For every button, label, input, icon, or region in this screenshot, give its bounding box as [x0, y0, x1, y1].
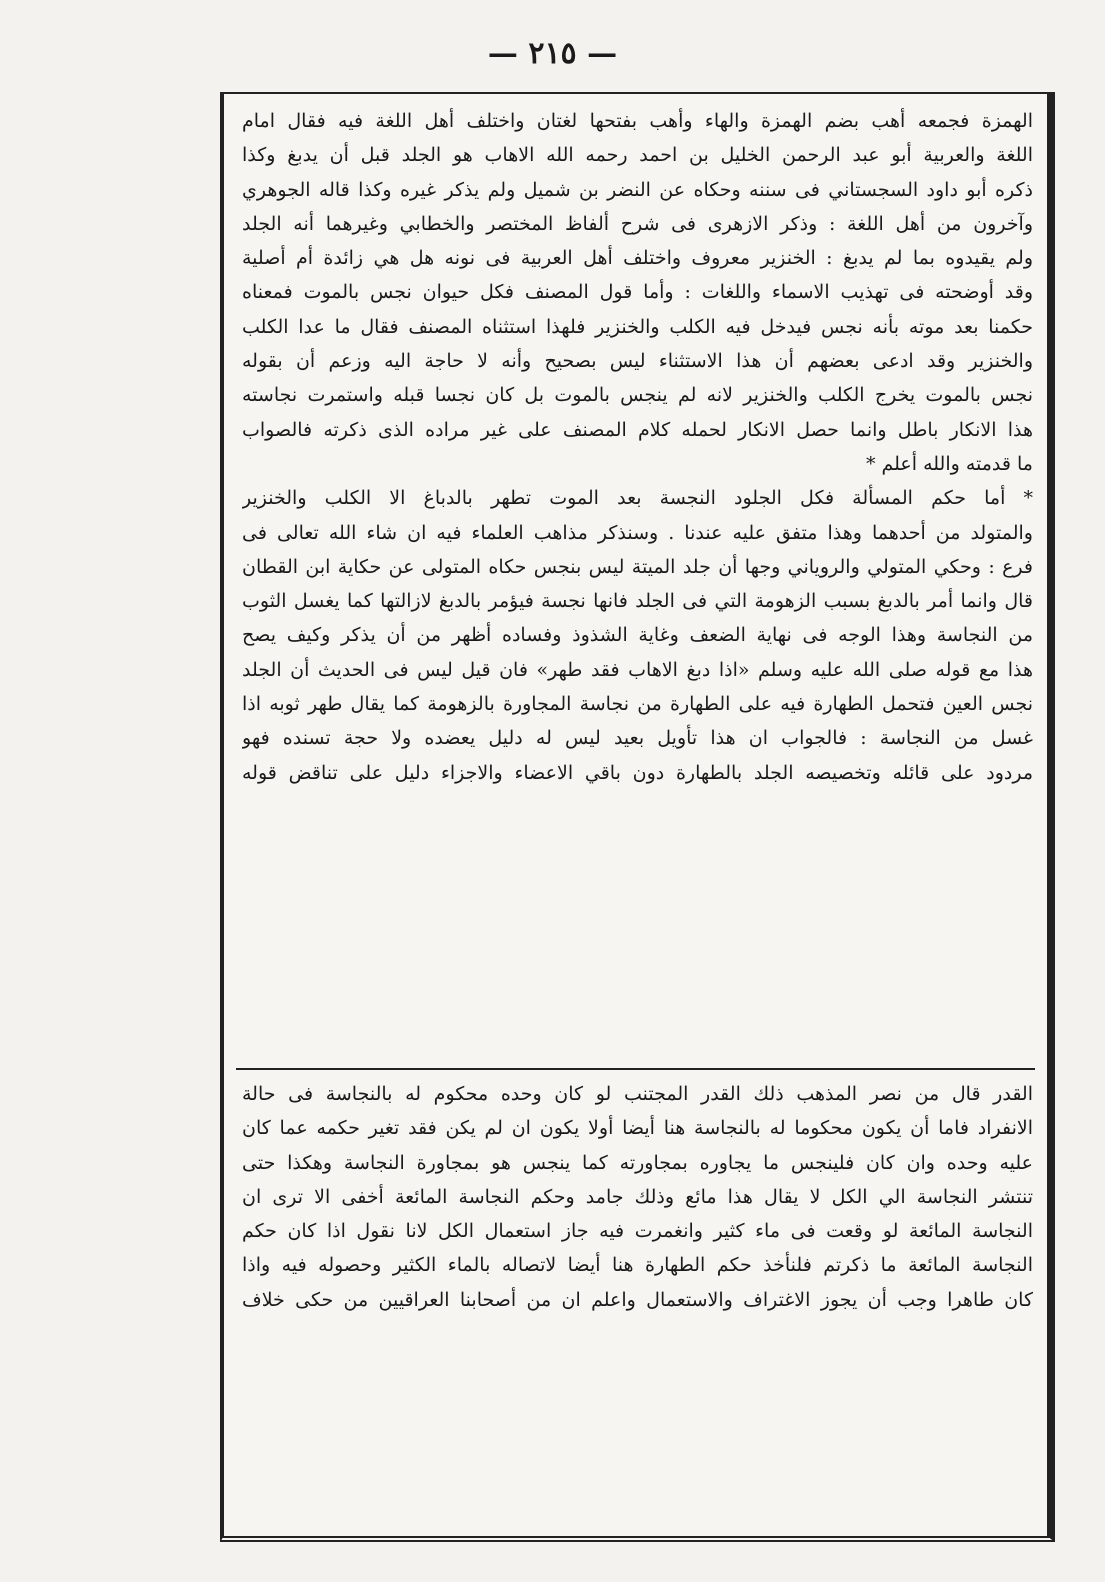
text-line: وآخرون من أهل اللغة : وذكر الازهرى فى شرح ألفاظ المختصر والخطابي وغيرهما أنه الجلد: [242, 212, 1033, 235]
footnote-text: [242, 1077, 1033, 1317]
text-line: هذا مع قوله صلى الله عليه وسلم «اذا دبغ الاهاب فقد طهر» فان قيل ليس فى الحديث أن الجلد: [242, 658, 1033, 681]
text-line: ما قدمته والله أعلم *: [865, 452, 1033, 475]
text-line: قال وانما أمر بالدبغ بسبب الزهومة التي فى الجلد فانها نجسة فيؤمر بالدبغ لازالتها كما يغسل الثوب: [242, 590, 1033, 613]
text-line: كان طاهرا وجب أن يجوز الاغتراف والاستعمال واعلم ان من أصحابنا العراقيين من حكى خلاف: [242, 1288, 1033, 1311]
text-line: ولم يقيدوه بما لم يدبغ : الخنزير معروف واختلف أهل العربية فى نونه هل هي زائدة أم أصلية: [242, 247, 1033, 270]
text-line: وقد أوضحته فى تهذيب الاسماء واللغات : وأما قول المصنف فكل حيوان نجس بالموت فمعناه: [242, 281, 1033, 304]
text-line: النجاسة المائعة ما ذكرتم فلنأخذ حكم الطهارة هنا أيضا لاتصاله بالماء الكثير وحصوله فيه واذا: [242, 1254, 1033, 1277]
text-line: القدر قال من نصر المذهب ذلك القدر المجتنب لو كان وحده محكوم له بالنجاسة فى حالة: [242, 1083, 1033, 1105]
text-line: الهمزة فجمعه أهب بضم الهمزة والهاء وأهب بفتحها لغتان واختلف أهل اللغة فيه فقال امام: [242, 110, 1033, 132]
text-line: غسل من النجاسة : فالجواب ان هذا تأويل بعيد ليس له دليل يعضده ولا حجة تسنده فهو: [242, 727, 1033, 750]
page-number: — ٢١٥ —: [487, 36, 618, 71]
text-line: ذكره أبو داود السجستاني فى سننه وحكاه عن النضر بن شميل ولم يذكر غيره وكذا قاله الجوهري: [242, 178, 1033, 201]
text-line: من النجاسة وهذا الوجه فى نهاية الضعف وغاية الشذوذ وفساده أظهر من أن يذكر وكيف يصح: [242, 624, 1033, 647]
text-line: * أما حكم المسألة فكل الجلود النجسة بعد الموت تطهر بالدباغ الا الكلب والخنزير: [242, 487, 1033, 510]
text-line: هذا الانكار باطل وانما حصل الانكار لحمله كلام المصنف على غير مراده الذى ذكرته فالصواب: [242, 418, 1033, 441]
text-line: والخنزير وقد ادعى بعضهم أن هذا الاستثناء ليس بصحيح وأنه لا حاجة اليه وزعم أن بقوله: [242, 350, 1033, 373]
text-line: والمتولد من أحدهما وهذا متفق عليه عندنا . وسنذكر مذاهب العلماء فيه ان شاء الله تعالى فى: [242, 521, 1033, 544]
text-line: نجس بالموت يخرج الكلب والخنزير لانه لم ينجس بالموت بل كان نجسا قبله واستمرت نجاسته: [242, 384, 1033, 407]
text-line: تنتشر النجاسة الي الكل لا يقال هذا مائع وذلك جامد وحكم النجاسة المائعة أخفى الا ترى ان: [242, 1185, 1033, 1208]
footnote-separator: [236, 1068, 1035, 1070]
page-frame: [220, 92, 1055, 1542]
text-line: عليه وحده وان كان فلينجس ما يجاوره بمجاورته كما ينجس هو بمجاورة النجاسة وهكذا حتى: [242, 1151, 1033, 1174]
text-line: اللغة والعربية أبو عبد الرحمن الخليل بن احمد رحمه الله الاهاب هو الجلد قبل أن يدبغ وكذا: [242, 144, 1033, 167]
text-line: نجس العين فتحمل الطهارة فيه على الطهارة من نجاسة المجاورة بالزهومة كما يقال طهر ثوبه اذا: [242, 693, 1033, 716]
text-line: الانفراد فاما أن يكون محكوما له بالنجاسة هنا أيضا أولا يكون ان لم يكن فقد تغير حكمه عما كان: [242, 1117, 1033, 1140]
text-line: فرع : وحكي المتولي والروياني وجها أن جلد الميتة ليس بنجس حكاه المتولى عن حكاية ابن القطان: [242, 555, 1033, 578]
text-line: مردود على قائله وتخصيصه الجلد بالطهارة دون باقي الاعضاء والاجزاء دليل على تناقض قوله: [242, 761, 1033, 784]
text-line: حكمنا بعد موته بأنه نجس فيدخل فيه الكلب والخنزير فلهذا استثناه المصنف فقال ما عدا الكلب: [242, 315, 1033, 338]
main-text: [242, 104, 1033, 790]
text-line: النجاسة المائعة لو وقعت فى ماء كثير وانغمرت فيه جاز استعمال الكل لانا نقول اذا كان حكم: [242, 1220, 1033, 1243]
